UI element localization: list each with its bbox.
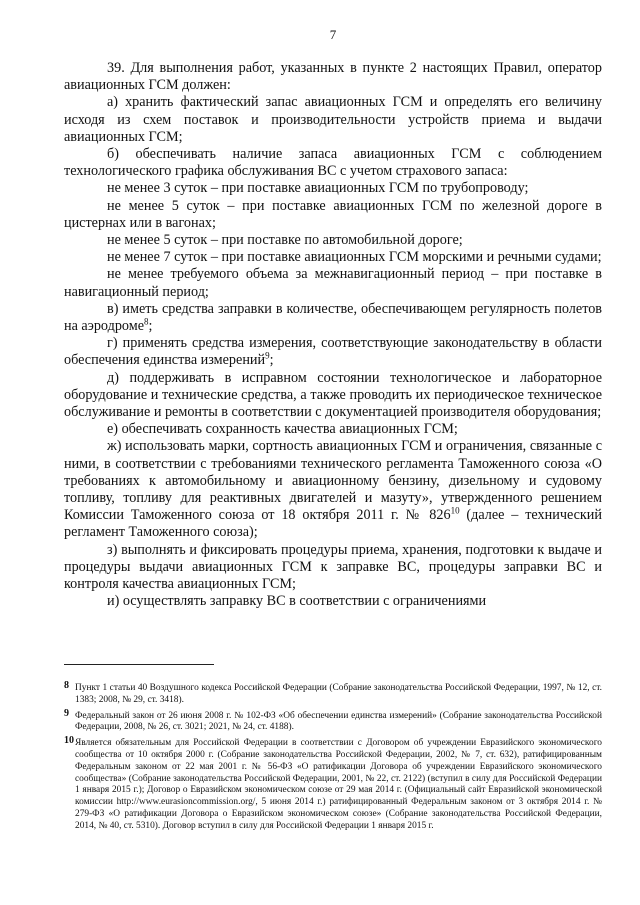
paragraph-text: 39. Для выполнения работ, указанных в пункте 2 настоящих Правил, оператор авиационных ГСМ должен: — [64, 60, 602, 94]
footnote-text: Пункт 1 статьи 40 Воздушного кодекса Российской Федерации (Собрание законодательства Российской Федерации, 1997, № 12, ст. 1383; 2008, № 29, ст. 3418). — [75, 683, 602, 705]
footnote-9 — [64, 707, 602, 735]
paragraph-text: не менее требуемого объема за межнавигационный период – при поставке в навигационный период; — [64, 266, 602, 300]
paragraph-text: в) иметь средства заправки в количестве, обеспечивающем регулярность полетов на аэродроме — [64, 300, 602, 335]
paragraph-text: не менее 7 суток – при поставке авиационных ГСМ морскими и речными судами; — [107, 249, 602, 266]
paragraph-text: не менее 5 суток – при поставке по автомобильной дороге; — [107, 232, 463, 249]
paragraph-39 — [64, 60, 602, 94]
paragraph-b — [64, 146, 602, 180]
footnote-separator — [64, 664, 214, 665]
paragraph-text: д) поддерживать в исправном состоянии технологическое и лабораторное оборудование и технические средства, а также проводить их периодическое техническое обслуживание и ремонты в соответствии с документацией производителя оборудования; — [64, 369, 602, 421]
paragraph-text: а) хранить фактический запас авиационных ГСМ и определять его величину исходя из схем поставок и производительности устройств приема и выдачи авиационных ГСМ; — [64, 94, 602, 145]
paragraph-text: б) обеспечивать наличие запаса авиационных ГСМ с соблюдением технологического графика обслуживания ВС с учетом страхового запаса: — [64, 146, 602, 180]
footnote-ref-10[interactable]: 10 — [450, 505, 460, 516]
footnote-text: Является обязательным для Российской Федерации в соответствии с Договором об учреждении Евразийского экономического сообщества от 10 октября 2000 г. (Собрание законодательства Российской Федерации, 2002, № 7, ст. 632), ратифицированным Федеральным законом от 22 мая 2001 г. № 56-ФЗ «О ратификации Договора об учреждении Евразийского экономического сообщества» (Собрание законодательства Российской Федерации, 2001, № 22, ст. 2122) (вступил в силу для Российской Федерации 1 января 2015 г.); Договор о Евразийском экономическом союзе от 29 мая 2014 г. (Официальный сайт Евразийской экономической комиссии http://www.eurasioncommission.org/, 5 июня 2014 г.) ратифицированный Федеральным законом от 3 октября 2014 г. № 279-ФЗ «О ратификации Договора о Евразийском экономическом союзе» (Собрание законодательства Российской Федерации, 2014, № 40, ст. 5310). Договор вступил в силу для Российской Федерации 1 января 2015 г. — [75, 738, 602, 831]
paragraph-b-item-5 — [64, 266, 602, 300]
paragraph-text: и) осуществлять заправку ВС в соответствии с ограничениями — [107, 593, 487, 610]
paragraph-text: г) применять средства измерения, соответствующие законодательству в области обеспечения единства измерений — [64, 335, 602, 369]
paragraph-b-item-3 — [64, 232, 602, 249]
paragraph-text-tail: ; — [148, 318, 153, 335]
paragraph-d — [64, 370, 602, 422]
paragraph-text-tail: ; — [269, 352, 274, 369]
paragraph-e — [64, 421, 602, 438]
body-text — [64, 60, 602, 611]
footnote-ref-9[interactable]: 9 — [265, 350, 270, 361]
paragraph-text-tail: (далее – технический регламент Таможенного союза); — [64, 507, 602, 541]
paragraph-g — [64, 335, 602, 369]
paragraph-b-item-2 — [64, 198, 602, 232]
footnote-mark: 9 — [64, 707, 69, 719]
footnote-text: Федеральный закон от 26 июня 2008 г. № 102-ФЗ «Об обеспечении единства измерений» (Собрание законодательства Российской Федерации, 2008, № 26, ст. 3021; 2021, № 24, ст. 4188). — [75, 710, 602, 733]
page-number: 7 — [329, 27, 337, 42]
paragraph-text: не менее 3 суток – при поставке авиационных ГСМ по трубопроводу; — [107, 180, 529, 197]
footnote-10 — [64, 735, 602, 832]
footnotes — [64, 680, 602, 837]
footnote-mark: 10 — [64, 735, 74, 747]
paragraph-text: е) обеспечивать сохранность качества авиационных ГСМ; — [107, 421, 458, 438]
paragraph-b-item-4 — [64, 249, 602, 266]
paragraph-text: не менее 5 суток – при поставке авиационных ГСМ по железной дороге в цистернах или в вагонах; — [64, 197, 602, 231]
paragraph-i — [64, 593, 602, 610]
footnote-ref-8[interactable]: 8 — [144, 316, 149, 327]
paragraph-text: ж) использовать марки, сортность авиационных ГСМ и ограничения, связанные с ними, в соответствии с требованиями технического регламента Таможенного союза «О требованиях к автомобильному и авиационному бензину, дизельному и судовому топливу, топливу для реактивных двигателей и мазуту», утвержденного решением Комиссии Таможенного союза от 18 октября 2011 г. № 826 — [64, 438, 602, 524]
paragraph-a — [64, 94, 602, 146]
paragraph-b-item-1 — [64, 180, 602, 197]
paragraph-z — [64, 542, 602, 594]
paragraph-zh — [64, 438, 602, 541]
footnote-8 — [64, 680, 602, 707]
paragraph-text: з) выполнять и фиксировать процедуры приема, хранения, подготовки к выдаче и процедуры выдачи авиационных ГСМ к заправке ВС, процедуры заправки ВС и контроля качества авиационных ГСМ; — [64, 541, 602, 593]
paragraph-v — [64, 301, 602, 335]
footnote-mark: 8 — [64, 680, 69, 691]
